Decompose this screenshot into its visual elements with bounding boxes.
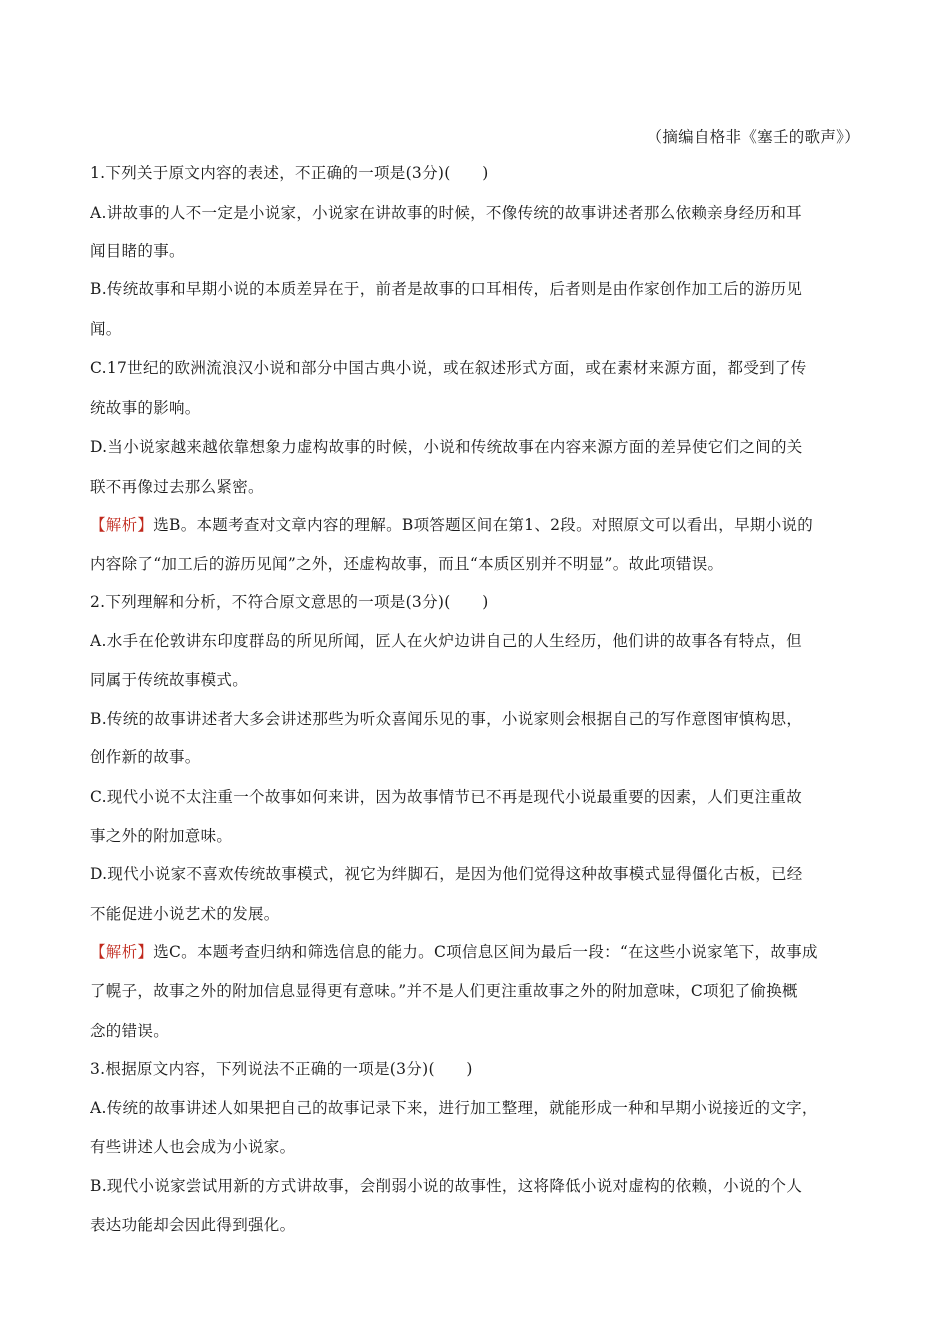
analysis-tag: 【解析】	[90, 943, 154, 961]
question-2-option-a: A.水手在伦敦讲东印度群岛的所见所闻，匠人在火炉边讲自己的人生经历，他们讲的故事各有特点，但	[90, 632, 802, 650]
analysis-tag: 【解析】	[90, 516, 154, 534]
question-1-stem: 1.下列关于原文内容的表述，不正确的一项是(3分)( )	[90, 164, 489, 182]
question-3-option-a-cont: 有些讲述人也会成为小说家。	[90, 1138, 296, 1156]
question-2-option-b: B.传统的故事讲述者大多会讲述那些为听众喜闻乐见的事，小说家则会根据自己的写作意图审慎构思，	[90, 710, 803, 728]
question-2-option-a-cont: 同属于传统故事模式。	[90, 671, 249, 689]
question-2-analysis-cont-2: 念的错误。	[90, 1022, 170, 1040]
question-1-option-c-cont: 统故事的影响。	[90, 399, 201, 417]
question-1-option-a-cont: 闻目睹的事。	[90, 242, 185, 260]
question-2-stem: 2.下列理解和分析，不符合原文意思的一项是(3分)( )	[90, 593, 489, 611]
question-1-analysis-cont: 内容除了“加工后的游历见闻”之外，还虚构故事，而且“本质区别并不明显”。故此项错误。	[90, 555, 724, 573]
question-2-option-d: D.现代小说家不喜欢传统故事模式，视它为绊脚石，是因为他们觉得这种故事模式显得僵化古板，已经	[90, 865, 803, 883]
question-1-option-a: A.讲故事的人不一定是小说家，小说家在讲故事的时候，不像传统的故事讲述者那么依赖亲身经历和耳	[90, 204, 802, 222]
question-2-option-d-cont: 不能促进小说艺术的发展。	[90, 905, 280, 923]
question-1-option-b-cont: 闻。	[90, 320, 122, 338]
question-2-analysis	[90, 941, 870, 963]
question-2-option-c-cont: 事之外的附加意味。	[90, 827, 233, 845]
question-1-option-d: D.当小说家越来越依靠想象力虚构故事的时候，小说和传统故事在内容来源方面的差异使它们之间的关	[90, 438, 803, 456]
question-1-option-b: B.传统故事和早期小说的本质差异在于，前者是故事的口耳相传，后者则是由作家创作加工后的游历见	[90, 280, 803, 298]
question-3-option-a: A.传统的故事讲述人如果把自己的故事记录下来，进行加工整理，就能形成一种和早期小说接近的文字，	[90, 1099, 818, 1117]
question-1-option-c: C.17世纪的欧洲流浪汉小说和部分中国古典小说，或在叙述形式方面，或在素材来源方面，都受到了传	[90, 359, 807, 377]
question-2-option-b-cont: 创作新的故事。	[90, 748, 201, 766]
source-citation: （摘编自格非《塞壬的歌声》）	[646, 128, 860, 146]
analysis-text: 选C。本题考查归纳和筛选信息的能力。C项信息区间为最后一段：“在这些小说家笔下，故事成	[153, 943, 818, 961]
question-3-option-b-cont: 表达功能却会因此得到强化。	[90, 1216, 296, 1234]
question-2-analysis-cont: 了幌子，故事之外的附加信息显得更有意味。”并不是人们更注重故事之外的附加意味，C项犯了偷换概	[90, 982, 798, 1000]
question-1-analysis	[90, 514, 870, 536]
question-3-stem: 3.根据原文内容，下列说法不正确的一项是(3分)( )	[90, 1060, 473, 1078]
question-1-option-d-cont: 联不再像过去那么紧密。	[90, 478, 264, 496]
analysis-text: 选B。本题考查对文章内容的理解。B项答题区间在第1、2段。对照原文可以看出，早期小说的	[153, 516, 814, 534]
question-3-option-b: B.现代小说家尝试用新的方式讲故事，会削弱小说的故事性，这将降低小说对虚构的依赖，小说的个人	[90, 1177, 803, 1195]
question-2-option-c: C.现代小说不太注重一个故事如何来讲，因为故事情节已不再是现代小说最重要的因素，人们更注重故	[90, 788, 803, 806]
